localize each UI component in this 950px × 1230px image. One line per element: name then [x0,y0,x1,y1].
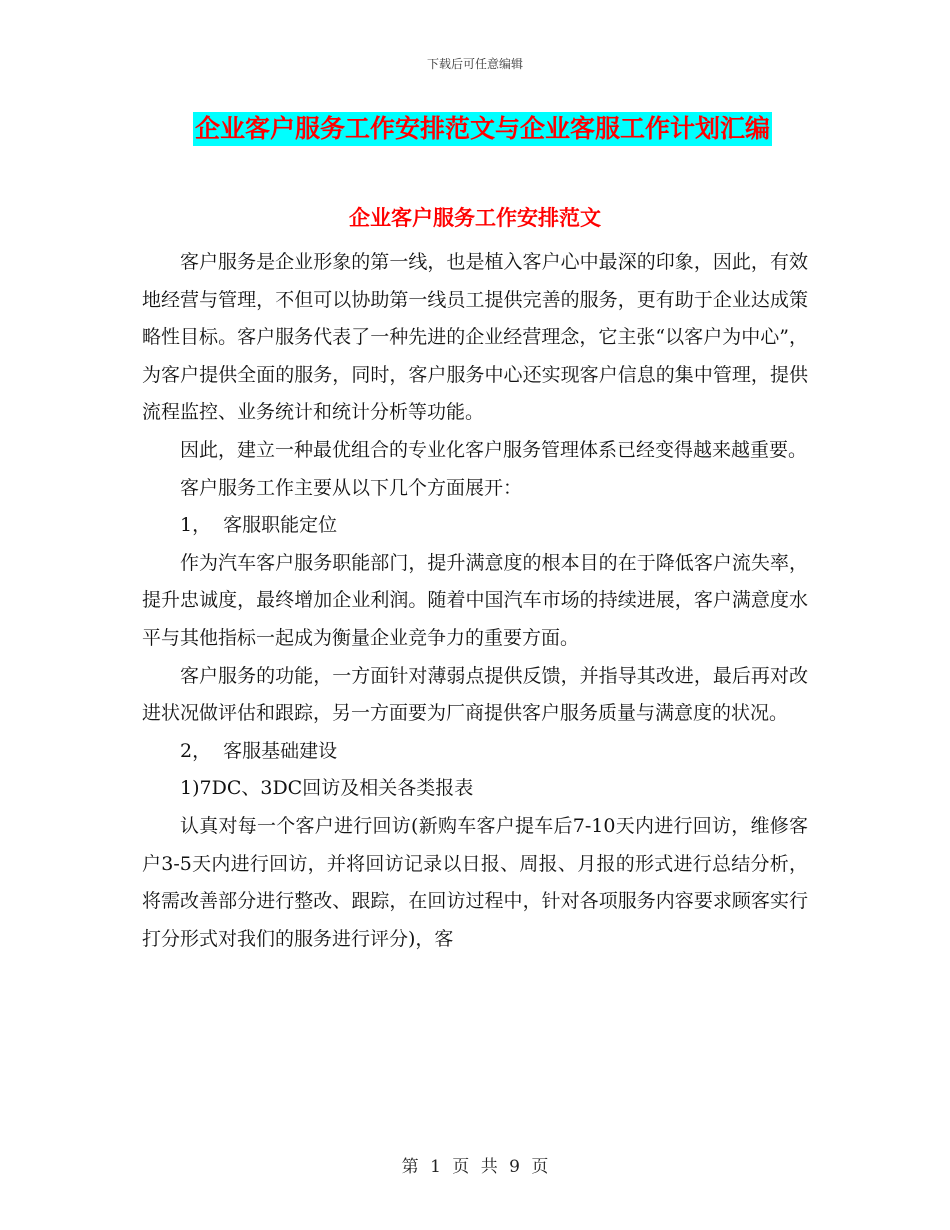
paragraph-followup: 认真对每一个客户进行回访(新购车客户提车后7-10天内进行回访，维修客户3-5天内进行回访，并将回访记录以日报、周报、月报的形式进行总结分析，将需改善部分进行整改、跟踪，在回访过程中，针对各项服务内容要求顾客实行打分形式对我们的服务进行评分)，客 [142,814,808,950]
paragraph-service-function: 客户服务的功能，一方面针对薄弱点提供反馈，并指导其改进，最后再对改进状况做评估和跟踪，另一方面要为厂商提供客户服务质量与满意度的状况。 [142,664,808,725]
page-footer: 第 1 页 共 9 页 [401,1157,549,1177]
header-note: 下载后可任意编辑 [426,57,523,71]
document-body [142,244,808,958]
heading-infrastructure: 2， 客服基础建设 [180,739,338,762]
document-title: 企业客户服务工作安排范文与企业客服工作计划汇编 [193,112,772,146]
paragraph-intro: 客户服务是企业形象的第一线，也是植入客户心中最深的印象，因此，有效地经营与管理，不但可以协助第一线员工提供完善的服务，更有助于企业达成策略性目标。客户服务代表了一种先进的企业经营理念，它主张“以客户为中心”，为客户提供全面的服务，同时，客户服务中心还实现客户信息的集中管理，提供流程监控、业务统计和统计分析等功能。 [142,251,808,424]
section-title: 企业客户服务工作安排范文 [349,205,601,230]
heading-followup-reports: 1)7DC、3DC回访及相关各类报表 [180,777,474,800]
heading-function-positioning: 1， 客服职能定位 [180,514,338,537]
paragraph-function-positioning: 作为汽车客户服务职能部门，提升满意度的根本目的在于降低客户流失率，提升忠诚度，最终增加企业利润。随着中国汽车市场的持续进展，客户满意度水平与其他指标一起成为衡量企业竞争力的重要方面。 [142,551,808,649]
paragraph-aspects: 客户服务工作主要从以下几个方面展开： [180,476,523,499]
paragraph-importance: 因此，建立一种最优组合的专业化客户服务管理体系已经变得越来越重要。 [180,438,808,461]
